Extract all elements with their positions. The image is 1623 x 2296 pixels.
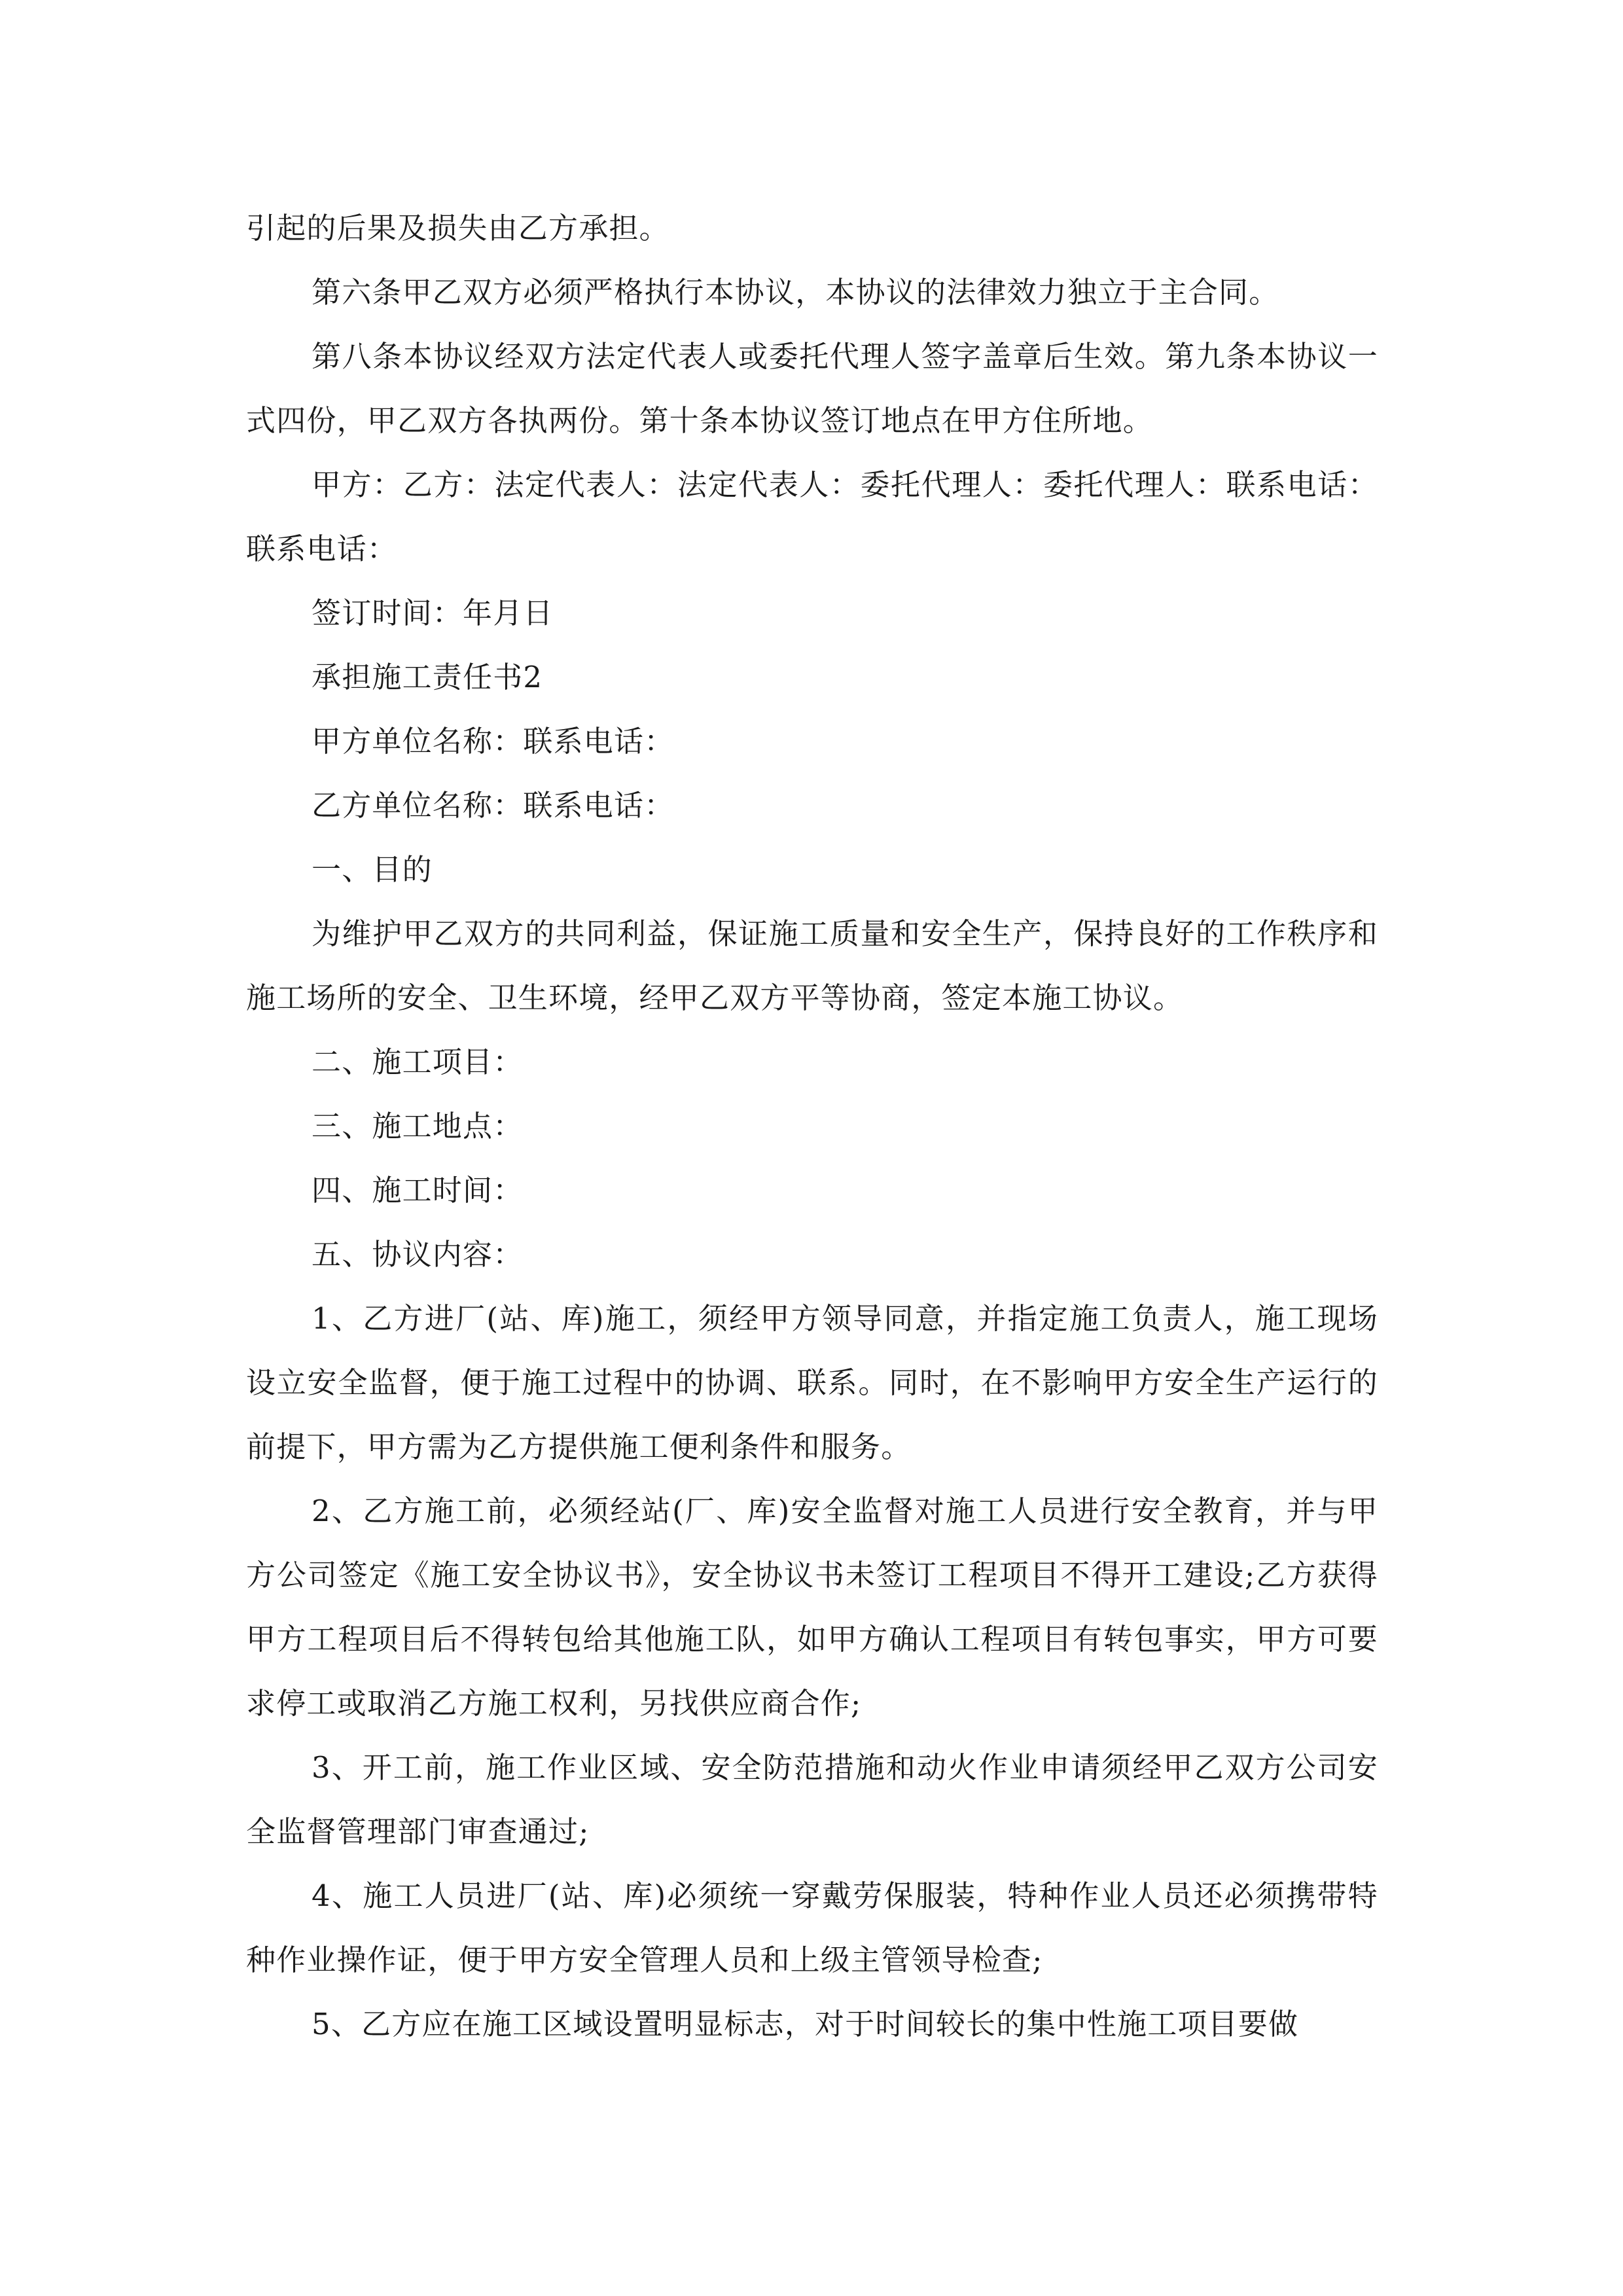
clause-2: 2、乙方施工前，必须经站(厂、库)安全监督对施工人员进行安全教育，并与甲方公司签定《施工安全协议书》，安全协议书未签订工程项目不得开工建设;乙方获得甲方工程项目后不得转包给其他施工队，如甲方确认工程项目有转包事实，甲方可要求停工或取消乙方施工权利，另找供应商合作; [246,1494,1378,1721]
heading-purpose: 一、目的 [312,852,433,887]
paragraph-consequence: 引起的后果及损失由乙方承担。 [246,211,669,245]
heading-time: 四、施工时间： [312,1173,524,1208]
heading-project: 二、施工项目： [312,1045,524,1079]
document-body [246,196,1378,2056]
clause-4: 4、施工人员进厂(站、库)必须统一穿戴劳保服装，特种作业人员还必须携带特种作业操作证，便于甲方安全管理人员和上级主管领导检查; [246,1878,1378,1977]
paragraph-signatories: 甲方：乙方：法定代表人：法定代表人：委托代理人：委托代理人：联系电话：联系电话： [246,467,1378,566]
paragraph-article-6: 第六条甲乙双方必须严格执行本协议，本协议的法律效力独立于主合同。 [312,275,1279,310]
section-title: 承担施工责任书2 [312,660,543,694]
clause-5: 5、乙方应在施工区域设置明显标志，对于时间较长的集中性施工项目要做 [312,2007,1299,2041]
paragraph-article-8-10: 第八条本协议经双方法定代表人或委托代理人签字盖章后生效。第九条本协议一式四份，甲乙双方各执两份。第十条本协议签订地点在甲方住所地。 [246,339,1378,438]
paragraph-purpose: 为维护甲乙双方的共同利益，保证施工质量和安全生产，保持良好的工作秩序和施工场所的安全、卫生环境，经甲乙双方平等协商，签定本施工协议。 [246,916,1378,1015]
heading-location: 三、施工地点： [312,1109,524,1143]
paragraph-sign-date: 签订时间：年月日 [312,596,554,630]
clause-3: 3、开工前，施工作业区域、安全防范措施和动火作业申请须经甲乙双方公司安全监督管理部门审查通过; [246,1750,1378,1849]
clause-1: 1、乙方进厂(站、库)施工，须经甲方领导同意，并指定施工负责人，施工现场设立安全监督，便于施工过程中的协调、联系。同时，在不影响甲方安全生产运行的前提下，甲方需为乙方提供施工便利条件和服务。 [246,1301,1378,1464]
party-b-info: 乙方单位名称：联系电话： [312,788,675,823]
party-a-info: 甲方单位名称：联系电话： [312,724,675,759]
heading-content: 五、协议内容： [312,1237,524,1272]
